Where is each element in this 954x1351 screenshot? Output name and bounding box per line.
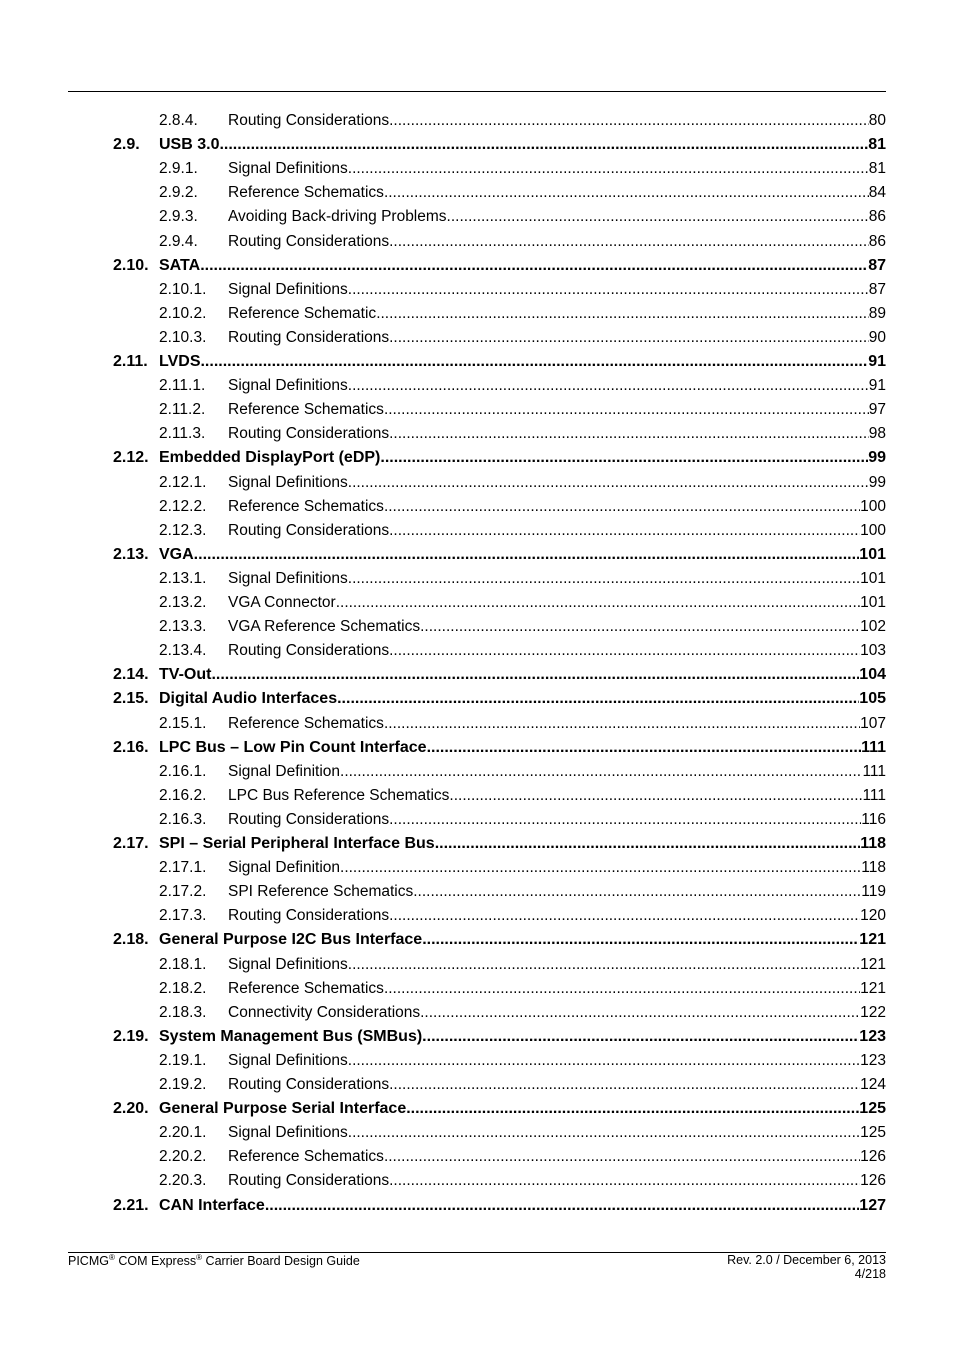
toc-entry-number: 2.16.2. xyxy=(159,786,207,804)
toc-entry-line xyxy=(228,907,886,925)
toc-entry-number: 2.11.3. xyxy=(159,425,206,443)
toc-entry-page: 97 xyxy=(868,401,886,419)
toc-dot-leader xyxy=(389,522,860,540)
toc-entry-page: 86 xyxy=(868,208,886,226)
toc-entry-number: 2.17.2. xyxy=(159,883,207,901)
toc-entry-page: 116 xyxy=(861,810,886,828)
toc-dot-leader xyxy=(384,1148,860,1166)
toc-entry-title: LPC Bus – Low Pin Count Interface xyxy=(159,738,427,756)
toc-entry-line xyxy=(228,787,886,805)
toc-entry-title: Reference Schematics xyxy=(228,184,384,202)
toc-entry-page: 103 xyxy=(860,642,886,660)
toc-entry-line xyxy=(228,980,886,998)
toc-subsection-entry[interactable] xyxy=(0,401,954,421)
toc-subsection-entry[interactable] xyxy=(0,1052,954,1072)
toc-subsection-entry[interactable] xyxy=(0,329,954,349)
toc-entry-number: 2.14. xyxy=(113,666,149,684)
footer-brand: PICMG xyxy=(68,1254,109,1269)
toc-subsection-entry[interactable] xyxy=(0,522,954,542)
toc-dot-leader xyxy=(447,208,869,226)
toc-dot-leader xyxy=(384,980,860,998)
toc-entry-number: 2.15.1. xyxy=(159,714,207,732)
toc-dot-leader xyxy=(427,739,861,757)
toc-entry-title: Signal Definitions xyxy=(228,473,348,491)
toc-dot-leader xyxy=(389,1076,860,1094)
toc-entry-page: 98 xyxy=(868,425,886,443)
toc-entry-page: 123 xyxy=(859,1027,886,1045)
toc-subsection-entry[interactable] xyxy=(0,859,954,879)
toc-entry-number: 2.12.1. xyxy=(159,473,207,491)
toc-dot-leader xyxy=(389,329,869,347)
toc-entry-page: 118 xyxy=(861,859,886,877)
toc-entry-line xyxy=(159,136,886,154)
toc-entry-page: 80 xyxy=(868,112,886,129)
toc-entry-title: Signal Definitions xyxy=(228,377,348,395)
toc-dot-leader xyxy=(380,449,868,467)
toc-entry-line xyxy=(228,1148,886,1166)
toc-entry-title: LVDS xyxy=(159,353,201,370)
toc-entry-page: 105 xyxy=(859,690,886,708)
toc-dot-leader xyxy=(340,763,862,781)
toc-subsection-entry[interactable] xyxy=(0,1148,954,1168)
toc-entry-page: 100 xyxy=(860,497,886,515)
toc-entry-number: 2.18.2. xyxy=(159,979,207,997)
toc-dot-leader xyxy=(348,281,869,299)
toc-dot-leader xyxy=(336,594,860,612)
toc-entry-line xyxy=(228,522,886,540)
toc-dot-leader xyxy=(389,811,861,829)
registered-mark: ® xyxy=(108,1253,115,1262)
toc-entry-line xyxy=(228,401,886,419)
toc-entry-number: 2.17. xyxy=(113,835,149,852)
toc-dot-leader xyxy=(384,401,869,419)
toc-entry-title: Signal Definitions xyxy=(228,1124,348,1142)
toc-entry-number: 2.9.1. xyxy=(159,160,198,178)
toc-entry-number: 2.13.2. xyxy=(159,594,207,611)
toc-dot-leader xyxy=(384,184,869,202)
toc-entry-line xyxy=(228,1052,886,1070)
toc-subsection-entry[interactable] xyxy=(0,425,954,445)
toc-section-entry[interactable] xyxy=(0,690,954,710)
toc-entry-number: 2.19.1. xyxy=(159,1051,207,1069)
toc-entry-title: SATA xyxy=(159,256,201,274)
registered-mark: ® xyxy=(196,1253,203,1262)
toc-dot-leader xyxy=(422,1028,859,1046)
toc-entry-number: 2.17.3. xyxy=(159,907,207,925)
toc-entry-title: Routing Considerations xyxy=(228,907,390,925)
toc-entry-page: 99 xyxy=(868,449,886,467)
toc-entry-title: Reference Schematics xyxy=(228,401,384,419)
toc-subsection-entry[interactable] xyxy=(0,1172,954,1192)
toc-entry-number: 2.13.1. xyxy=(159,569,207,587)
toc-entry-number: 2.10.2. xyxy=(159,304,207,322)
toc-entry-title: Routing Considerations xyxy=(228,1076,390,1093)
toc-subsection-entry[interactable] xyxy=(0,642,954,662)
toc-subsection-entry[interactable] xyxy=(0,377,954,397)
toc-section-entry[interactable] xyxy=(0,1028,954,1048)
toc-dot-leader xyxy=(200,353,868,371)
toc-entry-line xyxy=(228,1004,886,1022)
toc-entry-number: 2.17.1. xyxy=(159,859,207,877)
toc-dot-leader xyxy=(348,1052,860,1070)
toc-entry-line xyxy=(228,1076,886,1094)
toc-entry-page: 91 xyxy=(868,377,886,395)
toc-entry-title: Signal Definitions xyxy=(228,160,348,178)
toc-entry-number: 2.9.2. xyxy=(159,184,198,202)
toc-entry-title: System Management Bus (SMBus) xyxy=(159,1027,423,1045)
toc-entry-number: 2.20.1. xyxy=(159,1124,207,1142)
toc-entry-title: TV-Out xyxy=(159,666,212,684)
toc-subsection-entry[interactable] xyxy=(0,1076,954,1096)
toc-entry-line xyxy=(159,546,886,564)
toc-entry-title: Connectivity Considerations xyxy=(228,1003,421,1021)
toc-dot-leader xyxy=(348,160,869,178)
toc-entry-title: Reference Schematics xyxy=(228,979,384,997)
footer-product: COM Express xyxy=(114,1254,197,1269)
toc-entry-title: Digital Audio Interfaces xyxy=(159,690,338,708)
toc-dot-leader xyxy=(420,618,860,636)
toc-entry-number: 2.10. xyxy=(113,256,149,274)
toc-subsection-entry[interactable] xyxy=(0,1124,954,1144)
toc-entry-line xyxy=(228,956,886,974)
toc-subsection-entry[interactable] xyxy=(0,763,954,783)
toc-entry-title: LPC Bus Reference Schematics xyxy=(228,786,450,804)
toc-entry-title: Routing Considerations xyxy=(228,232,390,250)
toc-entry-number: 2.18.3. xyxy=(159,1003,207,1021)
toc-entry-line xyxy=(159,1197,886,1215)
toc-entry-line xyxy=(228,281,886,299)
toc-entry-title: Reference Schematics xyxy=(228,497,384,515)
toc-dot-leader xyxy=(348,570,860,588)
toc-subsection-entry[interactable] xyxy=(0,208,954,228)
footer-revision: Rev. 2.0 / December 6, 2013 xyxy=(727,1253,886,1267)
toc-entry-line xyxy=(159,666,886,684)
toc-section-entry[interactable] xyxy=(0,1197,954,1217)
toc-entry-number: 2.16. xyxy=(113,738,149,756)
toc-entry-title: VGA Connector xyxy=(228,594,336,611)
toc-entry-line xyxy=(228,811,886,829)
toc-subsection-entry[interactable] xyxy=(0,233,954,253)
toc-subsection-entry[interactable] xyxy=(0,1004,954,1024)
toc-entry-title: SPI – Serial Peripheral Interface Bus xyxy=(159,835,435,852)
toc-subsection-entry[interactable] xyxy=(0,594,954,614)
toc-entry-title: Embedded DisplayPort (eDP) xyxy=(159,449,381,467)
toc-entry-line xyxy=(159,257,886,275)
toc-entry-line xyxy=(159,1028,886,1046)
toc-dot-leader xyxy=(265,1197,859,1215)
toc-entry-page: 124 xyxy=(860,1076,886,1093)
toc-section-entry[interactable] xyxy=(0,835,954,855)
toc-dot-leader xyxy=(413,883,861,901)
toc-entry-title: SPI Reference Schematics xyxy=(228,883,414,901)
toc-dot-leader xyxy=(348,956,860,974)
toc-entry-page: 100 xyxy=(860,521,886,539)
toc-entry-title: General Purpose I2C Bus Interface xyxy=(159,931,423,949)
toc-entry-title: Reference Schematic xyxy=(228,304,377,322)
toc-entry-line xyxy=(228,305,886,323)
toc-subsection-entry[interactable] xyxy=(0,570,954,590)
toc-entry-line xyxy=(228,859,886,877)
toc-entry-title: Routing Considerations xyxy=(228,521,390,539)
toc-section-entry[interactable] xyxy=(0,666,954,686)
toc-entry-page: 101 xyxy=(859,545,886,563)
toc-entry-title: Signal Definitions xyxy=(228,955,348,973)
toc-entry-page: 111 xyxy=(862,762,886,780)
toc-entry-page: 127 xyxy=(859,1196,886,1214)
toc-entry-number: 2.9.3. xyxy=(159,208,198,226)
toc-entry-number: 2.13.3. xyxy=(159,618,207,636)
toc-entry-title: Signal Definition xyxy=(228,762,341,780)
toc-entry-number: 2.11.2. xyxy=(159,401,206,419)
toc-entry-line xyxy=(159,353,886,371)
toc-entry-page: 120 xyxy=(860,907,886,925)
toc-entry-page: 107 xyxy=(860,714,886,732)
toc-entry-title: Routing Considerations xyxy=(228,328,390,346)
toc-entry-number: 2.12. xyxy=(113,449,149,467)
toc-entry-page: 84 xyxy=(868,184,886,202)
toc-entry-title: Reference Schematics xyxy=(228,714,384,732)
toc-entry-title: Routing Considerations xyxy=(228,642,390,660)
toc-entry-page: 111 xyxy=(861,738,886,756)
toc-entry-line xyxy=(228,763,886,781)
toc-entry-title: CAN Interface xyxy=(159,1196,265,1214)
toc-entry-page: 102 xyxy=(860,618,886,636)
header-rule xyxy=(68,91,886,92)
toc-subsection-entry[interactable] xyxy=(0,281,954,301)
toc-entry-number: 2.20.3. xyxy=(159,1172,207,1190)
toc-entry-page: 101 xyxy=(860,569,886,587)
toc-subsection-entry[interactable] xyxy=(0,618,954,638)
toc-entry-page: 81 xyxy=(868,160,886,178)
toc-entry-number: 2.21. xyxy=(113,1196,149,1214)
toc-entry-line xyxy=(159,835,886,853)
toc-entry-page: 118 xyxy=(860,835,886,852)
toc-entry-title: Reference Schematics xyxy=(228,1148,384,1166)
toc-dot-leader xyxy=(384,715,860,733)
toc-entry-page: 121 xyxy=(860,955,886,973)
footer-page-number: 4/218 xyxy=(854,1267,886,1281)
toc-subsection-entry[interactable] xyxy=(0,184,954,204)
toc-entry-number: 2.12.2. xyxy=(159,497,207,515)
toc-entry-number: 2.11. xyxy=(113,353,148,370)
toc-subsection-entry[interactable] xyxy=(0,907,954,927)
toc-entry-line xyxy=(228,594,886,612)
toc-entry-number: 2.11.1. xyxy=(159,377,206,395)
toc-entry-number: 2.10.1. xyxy=(159,280,207,298)
toc-entry-line xyxy=(228,570,886,588)
toc-entry-title: VGA Reference Schematics xyxy=(228,618,421,636)
toc-entry-page: 119 xyxy=(861,883,886,901)
footer-revision-block xyxy=(727,1253,886,1281)
toc-entry-number: 2.13.4. xyxy=(159,642,207,660)
toc-entry-page: 99 xyxy=(868,473,886,491)
footer-doc-title: Carrier Board Design Guide xyxy=(202,1254,360,1269)
toc-dot-leader xyxy=(389,642,860,660)
toc-entry-number: 2.19.2. xyxy=(159,1076,207,1093)
toc-entry-number: 2.12.3. xyxy=(159,521,207,539)
toc-entry-page: 111 xyxy=(862,786,886,804)
toc-entry-page: 121 xyxy=(859,931,886,949)
toc-dot-leader xyxy=(422,931,859,949)
toc-dot-leader xyxy=(200,257,868,275)
toc-entry-page: 104 xyxy=(859,666,886,684)
toc-entry-page: 122 xyxy=(860,1003,886,1021)
toc-dot-leader xyxy=(384,498,860,516)
toc-entry-page: 123 xyxy=(860,1051,886,1069)
toc-entry-line xyxy=(159,931,886,949)
toc-section-entry[interactable] xyxy=(0,257,954,277)
toc-section-entry[interactable] xyxy=(0,546,954,566)
toc-entry-title: Routing Considerations xyxy=(228,112,390,129)
toc-entry-number: 2.9.4. xyxy=(159,232,198,250)
toc-subsection-entry[interactable] xyxy=(0,883,954,903)
toc-entry-line xyxy=(228,184,886,202)
toc-entry-title: Signal Definitions xyxy=(228,569,348,587)
toc-dot-leader xyxy=(406,1100,859,1118)
toc-entry-line xyxy=(228,425,886,443)
footer-document-title xyxy=(68,1253,360,1268)
toc-section-entry[interactable] xyxy=(0,739,954,759)
toc-entry-number: 2.13. xyxy=(113,545,149,563)
toc-dot-leader xyxy=(389,233,869,251)
toc-dot-leader xyxy=(435,835,861,853)
toc-entry-title: Routing Considerations xyxy=(228,425,390,443)
toc-entry-number: 2.8.4. xyxy=(159,112,198,129)
toc-dot-leader xyxy=(219,136,868,154)
toc-section-entry[interactable] xyxy=(0,1100,954,1120)
toc-dot-leader xyxy=(194,546,860,564)
toc-entry-line xyxy=(159,690,886,708)
toc-entry-line xyxy=(228,329,886,347)
toc-entry-number: 2.19. xyxy=(113,1027,149,1045)
toc-entry-number: 2.20. xyxy=(113,1100,149,1118)
toc-subsection-entry[interactable] xyxy=(0,498,954,518)
toc-entry-line xyxy=(228,377,886,395)
toc-entry-page: 101 xyxy=(860,594,886,611)
toc-dot-leader xyxy=(389,907,860,925)
toc-entry-page: 87 xyxy=(868,280,886,298)
toc-entry-title: Routing Considerations xyxy=(228,1172,390,1190)
toc-entry-page: 91 xyxy=(868,353,886,370)
toc-dot-leader xyxy=(389,1172,860,1190)
toc-entry-page: 89 xyxy=(868,304,886,322)
toc-dot-leader xyxy=(337,690,859,708)
toc-section-entry[interactable] xyxy=(0,449,954,469)
toc-entry-page: 121 xyxy=(860,979,886,997)
toc-entry-number: 2.15. xyxy=(113,690,149,708)
toc-entry-page: 125 xyxy=(859,1100,886,1118)
toc-subsection-entry[interactable] xyxy=(0,787,954,807)
toc-entry-page: 126 xyxy=(860,1148,886,1166)
toc-dot-leader xyxy=(348,474,869,492)
toc-section-entry[interactable] xyxy=(0,353,954,373)
toc-entry-title: Routing Considerations xyxy=(228,810,390,828)
toc-entry-title: VGA xyxy=(159,545,194,563)
toc-entry-line xyxy=(228,883,886,901)
toc-entry-line xyxy=(228,208,886,226)
toc-entry-number: 2.16.1. xyxy=(159,762,207,780)
toc-entry-line xyxy=(228,112,886,130)
toc-entry-number: 2.10.3. xyxy=(159,328,207,346)
toc-entry-line xyxy=(228,1172,886,1190)
toc-entry-page: 90 xyxy=(868,328,886,346)
toc-subsection-entry[interactable] xyxy=(0,956,954,976)
toc-subsection-entry[interactable] xyxy=(0,474,954,494)
toc-entry-line xyxy=(228,498,886,516)
toc-subsection-entry[interactable] xyxy=(0,160,954,180)
toc-dot-leader xyxy=(389,112,869,130)
toc-entry-line xyxy=(228,160,886,178)
toc-entry-line xyxy=(228,618,886,636)
toc-entry-page: 125 xyxy=(860,1124,886,1142)
toc-dot-leader xyxy=(376,305,869,323)
toc-entry-title: USB 3.0 xyxy=(159,136,220,154)
toc-section-entry[interactable] xyxy=(0,931,954,951)
toc-entry-title: Avoiding Back-driving Problems xyxy=(228,208,447,226)
toc-entry-number: 2.20.2. xyxy=(159,1148,207,1166)
toc-subsection-entry[interactable] xyxy=(0,715,954,735)
toc-entry-line xyxy=(228,233,886,251)
toc-dot-leader xyxy=(420,1004,860,1022)
toc-subsection-entry[interactable] xyxy=(0,112,954,132)
toc-entry-line xyxy=(228,1124,886,1142)
toc-entry-page: 86 xyxy=(868,232,886,250)
toc-entry-line xyxy=(159,449,886,467)
toc-dot-leader xyxy=(211,666,859,684)
toc-entry-line xyxy=(228,474,886,492)
toc-entry-number: 2.18. xyxy=(113,931,149,949)
toc-entry-page: 87 xyxy=(868,256,886,274)
toc-section-entry[interactable] xyxy=(0,136,954,156)
toc-entry-line xyxy=(228,715,886,733)
toc-entry-page: 81 xyxy=(868,136,886,154)
toc-dot-leader xyxy=(348,377,869,395)
toc-entry-title: General Purpose Serial Interface xyxy=(159,1100,407,1118)
toc-subsection-entry[interactable] xyxy=(0,305,954,325)
toc-subsection-entry[interactable] xyxy=(0,811,954,831)
toc-entry-line xyxy=(159,739,886,757)
toc-entry-number: 2.16.3. xyxy=(159,810,207,828)
toc-dot-leader xyxy=(449,787,862,805)
toc-entry-page: 126 xyxy=(860,1172,886,1190)
toc-entry-title: Signal Definitions xyxy=(228,280,348,298)
toc-entry-title: Signal Definitions xyxy=(228,1051,348,1069)
toc-dot-leader xyxy=(348,1124,860,1142)
toc-entry-number: 2.18.1. xyxy=(159,955,207,973)
toc-dot-leader xyxy=(340,859,861,877)
toc-entry-title: Signal Definition xyxy=(228,859,341,877)
toc-subsection-entry[interactable] xyxy=(0,980,954,1000)
toc-entry-line xyxy=(159,1100,886,1118)
toc-entry-number: 2.9. xyxy=(113,136,140,154)
toc-dot-leader xyxy=(389,425,869,443)
toc-entry-line xyxy=(228,642,886,660)
